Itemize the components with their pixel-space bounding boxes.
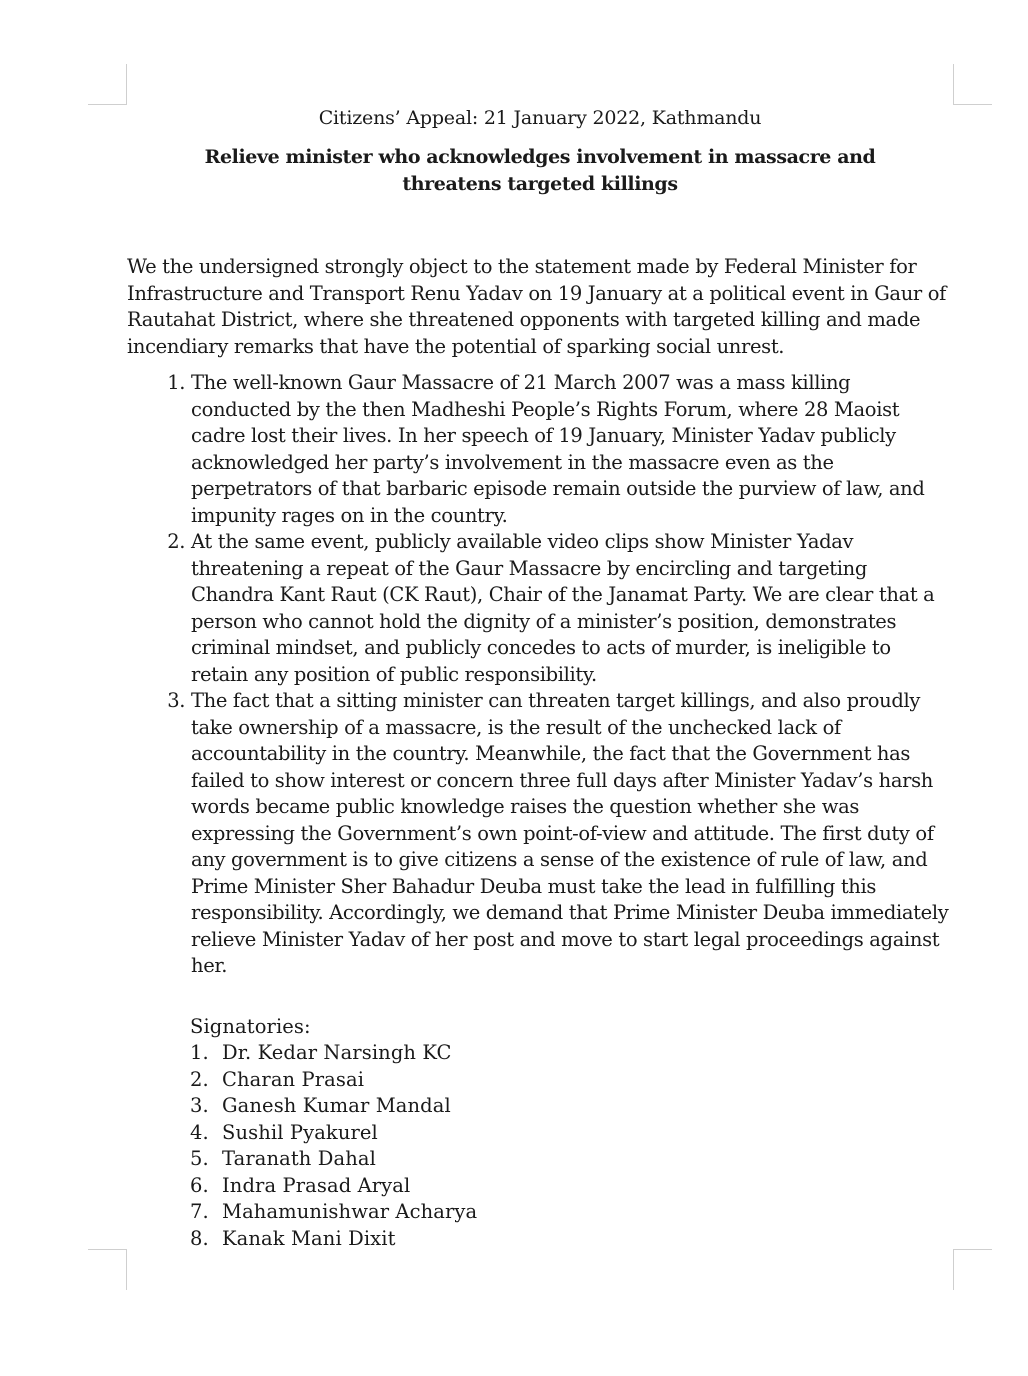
signatory-item [190,1120,953,1147]
signatories-heading: Signatories: [190,1014,311,1038]
signatory-name: Charan Prasai [222,1067,365,1091]
signatory-item [190,1199,953,1226]
signatory-name: Mahamunishwar Acharya [222,1200,478,1223]
page-corner-mark-top-right [953,64,992,105]
signatory-number: 6. [190,1173,209,1197]
demands-list [127,370,953,980]
intro-paragraph: We the undersigned strongly object to the statement made by Federal Minister for Infrastructure and Transport Renu Yadav on 19 January at a political event in Gaur of Rautahat District, where she threatened opponents with targeted killing and made incendiary remarks that have the potential of sparking social unrest. [127,255,946,358]
document-page [127,104,953,1252]
signatory-number: 2. [190,1067,209,1091]
dateline: Citizens’ Appeal: 21 January 2022, Kathmandu [318,107,762,129]
signatory-name: Sushil Pyakurel [222,1120,378,1144]
signatory-item [190,1093,953,1120]
signatories-list [190,1040,953,1252]
signatory-name: Dr. Kedar Narsingh KC [222,1041,452,1064]
demand-item: 1. The well-known Gaur Massacre of 21 March 2007 was a mass killing conducted by the then Madheshi People’s Rights Forum, where 28 Maoist cadre lost their lives. In her speech of 19 January, Minister Yadav publicly acknowledged her party’s involvement in the massacre even as the perpetrators of that barbaric episode remain outside the purview of law, and impunity rages on in the country. [191,370,953,529]
page-corner-mark-bottom-left [88,1249,127,1290]
document-title: Relieve minister who acknowledges involvement in massacre and threatens targeted killings [204,146,876,195]
signatory-item [190,1146,953,1173]
signatory-name: Taranath Dahal [222,1147,376,1170]
signatory-item [190,1173,953,1200]
demand-item: 2. At the same event, publicly available video clips show Minister Yadav threatening a repeat of the Gaur Massacre by encircling and targeting Chandra Kant Raut (CK Raut), Chair of the Janamat Party. We are clear that a person who cannot hold the dignity of a minister’s position, demonstrates criminal mindset, and publicly concedes to acts of murder, is ineligible to retain any position of public responsibility. [191,529,953,688]
signatory-name: Ganesh Kumar Mandal [222,1094,451,1117]
page-corner-mark-top-left [88,64,127,105]
signatory-item [190,1226,953,1253]
signatory-number: 3. [190,1094,209,1117]
signatory-number: 5. [190,1147,209,1170]
signatory-number: 1. [190,1041,209,1064]
signatory-number: 8. [190,1226,209,1250]
signatory-number: 4. [190,1120,209,1144]
signatory-number: 7. [190,1200,209,1223]
signatory-name: Indra Prasad Aryal [222,1173,411,1197]
signatory-item [190,1040,953,1067]
signatory-name: Kanak Mani Dixit [222,1226,396,1250]
signatory-item [190,1067,953,1094]
demand-item: 3. The fact that a sitting minister can threaten target killings, and also proudly take ownership of a massacre, is the result of the unchecked lack of accountability in the country. Meanwhile, the fact that the Government has failed to show interest or concern three full days after Minister Yadav’s harsh words became public knowledge raises the question whether she was expressing the Government’s own point-of-view and attitude. The first duty of any government is to give citizens a sense of the existence of rule of law, and Prime Minister Sher Bahadur Deuba must take the lead in fulfilling this responsibility. Accordingly, we demand that Prime Minister Deuba immediately relieve Minister Yadav of her post and move to start legal proceedings against her. [191,688,953,980]
signatories-section [190,1014,953,1253]
page-corner-mark-bottom-right [953,1249,992,1290]
